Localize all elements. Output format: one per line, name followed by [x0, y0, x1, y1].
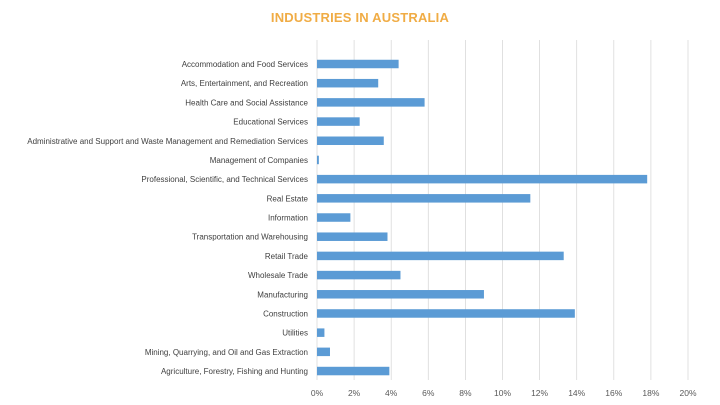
category-label: Real Estate: [266, 194, 308, 204]
bar: [317, 79, 378, 88]
category-label: Management of Companies: [209, 155, 308, 165]
bar: [317, 213, 350, 222]
x-tick-label: 12%: [531, 388, 549, 398]
bar: [317, 271, 400, 280]
category-label: Construction: [263, 309, 308, 319]
x-tick-label: 4%: [385, 388, 398, 398]
category-label: Mining, Quarrying, and Oil and Gas Extraction: [144, 347, 308, 357]
x-tick-label: 20%: [679, 388, 697, 398]
bar: [317, 328, 324, 337]
category-label: Utilities: [282, 328, 308, 338]
bar: [317, 156, 319, 165]
category-label: Manufacturing: [257, 290, 308, 300]
category-label: Health Care and Social Assistance: [185, 98, 308, 108]
x-tick-label: 10%: [493, 388, 512, 398]
bar: [317, 367, 389, 376]
category-label: Wholesale Trade: [247, 271, 308, 281]
category-label: Educational Services: [233, 117, 308, 127]
x-tick-label: 16%: [605, 388, 623, 398]
bar: [317, 60, 399, 69]
bar: [317, 290, 484, 299]
bar: [317, 252, 564, 261]
bar: [317, 175, 647, 184]
x-tick-label: 6%: [422, 388, 435, 398]
bar: [317, 309, 575, 318]
category-label: Retail Trade: [264, 251, 308, 261]
category-label: Transportation and Warehousing: [192, 232, 308, 242]
bar: [317, 348, 330, 357]
category-label: Information: [267, 213, 308, 223]
category-label: Arts, Entertainment, and Recreation: [180, 79, 308, 89]
category-label: Administrative and Support and Waste Management and Remediation Services: [27, 136, 308, 146]
gridlines: [317, 40, 688, 380]
x-tick-label: 8%: [459, 388, 472, 398]
x-tick-label: 2%: [347, 388, 361, 398]
x-tick-label: 0%: [310, 388, 324, 398]
chart-title: INDUSTRIES IN AUSTRALIA: [270, 10, 450, 25]
category-labels: [27, 60, 308, 376]
x-tick-label: 14%: [568, 388, 586, 398]
category-label: Agriculture, Forestry, Fishing and Hunting: [160, 367, 308, 377]
bar: [317, 117, 360, 126]
bar: [317, 232, 387, 241]
bar: [317, 194, 530, 203]
category-label: Accommodation and Food Services: [181, 60, 308, 69]
category-label: Professional, Scientific, and Technical Services: [141, 175, 308, 185]
bars: [317, 60, 647, 376]
bar: [317, 98, 425, 107]
x-tick-label: 18%: [642, 388, 660, 398]
x-axis-tick-labels: [311, 388, 697, 398]
bar: [317, 137, 384, 146]
